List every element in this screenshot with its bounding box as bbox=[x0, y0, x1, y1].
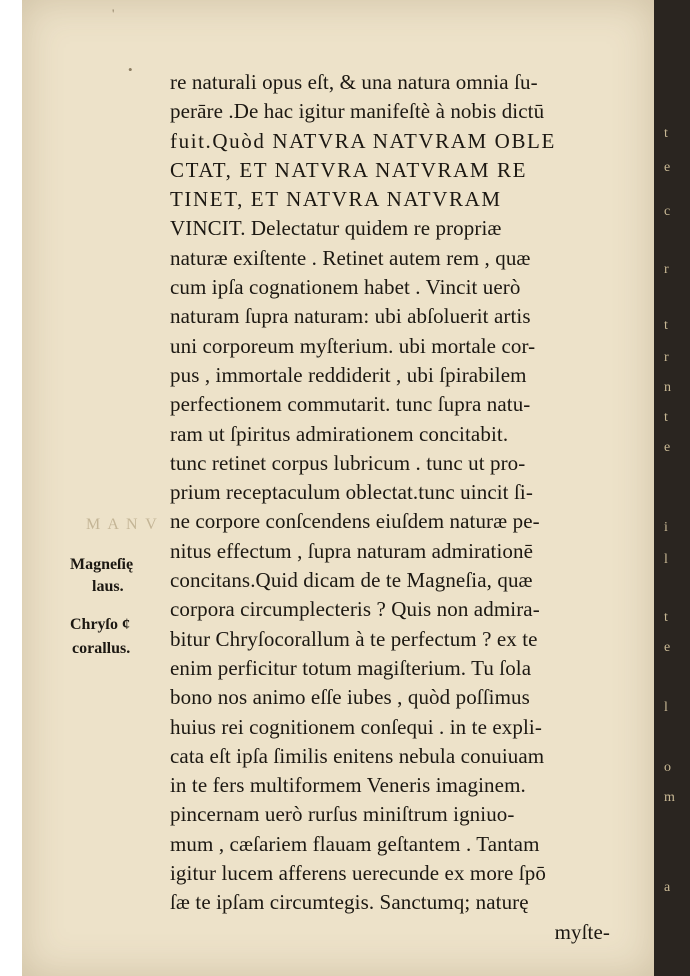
next-page-edge: t e c r t r n t e i l t e l o m a bbox=[664, 126, 675, 895]
text-line: nitus effectum , ſupra naturam admirationē bbox=[170, 538, 534, 563]
body-text bbox=[170, 68, 640, 947]
text-line: bono nos animo eſſe iubes , quòd poſſimus bbox=[170, 685, 530, 710]
text-line: naturam ſupra naturam: ubi abſoluerit artis bbox=[170, 304, 531, 329]
text-line: perfectionem commutarit. tunc ſupra natu- bbox=[170, 392, 531, 417]
text-line: re naturali opus eſt, & una natura omnia ſu- bbox=[170, 70, 538, 94]
text-line: naturæ exiſtente . Retinet autem rem , quæ bbox=[170, 245, 531, 270]
text-line: bitur Chryſocorallum à te perfectum ? ex te bbox=[170, 626, 538, 651]
text-line: enim perficitur totum magiſterium. Tu ſola bbox=[170, 655, 532, 680]
show-through-text: M A N V bbox=[86, 516, 159, 533]
text-line: uni corporeum myſterium. ubi mortale cor- bbox=[170, 333, 536, 358]
text-line: CTAT, ET NATVRA NATVRAM RE bbox=[170, 157, 528, 182]
text-line: corpora circumplecteris ? Quis non admira- bbox=[170, 597, 540, 622]
text-line: ram ut ſpiritus admirationem concitabit. bbox=[170, 421, 509, 446]
catchword: myſte- bbox=[554, 919, 610, 944]
text-line: concitans.Quid dicam de te Magneſia, quæ bbox=[170, 568, 533, 593]
text-line: igitur lucem afferens uerecunde ex more ſpō bbox=[170, 861, 546, 886]
text-line: VINCIT. Delectatur quidem re propriæ bbox=[170, 216, 502, 241]
ink-dot: • bbox=[128, 62, 133, 77]
text-line: prium receptaculum oblectat.tunc uincit ſi- bbox=[170, 480, 533, 505]
text-line: cum ipſa cognationem habet . Vincit uerò bbox=[170, 275, 521, 300]
text-line: in te fers multiformem Veneris imaginem. bbox=[170, 773, 526, 798]
text-line: pus , immortale reddiderit , ubi ſpirabilem bbox=[170, 362, 527, 387]
margin-note-magnesia: Magneſię bbox=[70, 556, 134, 573]
margin-note-chryso: Chryſo ¢ bbox=[70, 616, 130, 633]
text-line: perāre .De hac igitur manifeſtè à nobis dictū bbox=[170, 99, 545, 124]
text-line: huius rei cognitionem conſequi . in te expli- bbox=[170, 714, 542, 739]
page-corner-mark: ' bbox=[112, 6, 115, 21]
text-line: cata eſt ipſa ſimilis enitens nebula conuiuam bbox=[170, 743, 545, 768]
text-line: TINET, ET NATVRA NATVRAM bbox=[170, 187, 502, 212]
margin-note-laus: laus. bbox=[92, 578, 124, 595]
text-line: pincernam uerò rurſus miniſtrum igniuo- bbox=[170, 802, 515, 827]
text-line: mum , cæſariem flauam geſtantem . Tantam bbox=[170, 831, 540, 856]
text-line: ſæ te ipſam circumtegis. Sanctumq; naturę bbox=[170, 890, 529, 915]
text-line: fuit.Quòd NATVRA NATVRAM OBLE bbox=[170, 128, 556, 153]
text-line: ne corpore conſcendens eiuſdem naturæ pe- bbox=[170, 509, 540, 534]
text-line: tunc retinet corpus lubricum . tunc ut pro- bbox=[170, 450, 526, 475]
margin-note-corallus: corallus. bbox=[72, 640, 131, 657]
